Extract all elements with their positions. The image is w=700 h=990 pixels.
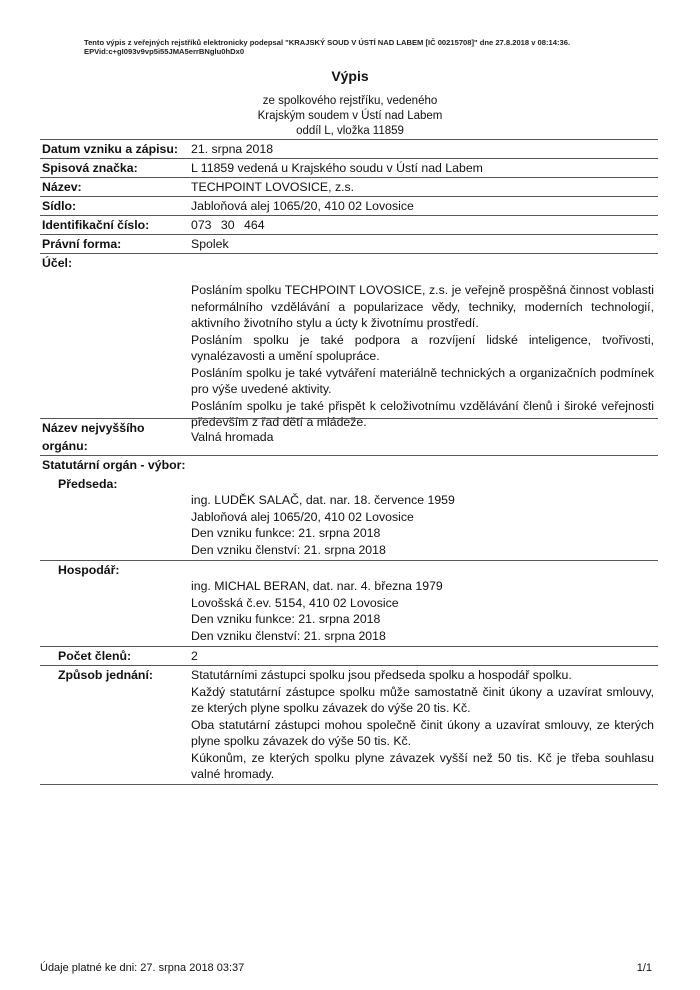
field-value: TECHPOINT LOVOSICE, z.s. — [191, 180, 355, 194]
row-pravni-forma — [40, 234, 658, 253]
row-nazev — [40, 177, 658, 196]
detail-line: Den vzniku funkce: 21. srpna 2018 — [191, 526, 381, 540]
row-predseda — [40, 475, 658, 560]
signature-line-1: Tento výpis z veřejných rejstříků elektronicky podepsal "KRAJSKÝ SOUD V ÚSTÍ NAD LABEM [IČ 00215708]" dne 27.8.2018 v 08:14:36. — [84, 38, 571, 47]
detail-line: Den vzniku členství: 21. srpna 2018 — [191, 628, 386, 643]
field-label: Účel: — [42, 256, 73, 270]
field-label: Spisová značka: — [42, 161, 138, 175]
field-label: Datum vzniku a zápisu: — [42, 142, 178, 156]
field-value: 21. srpna 2018 — [191, 142, 274, 156]
document-title: Výpis — [331, 68, 369, 84]
field-label: Právní forma: — [42, 237, 122, 251]
label-line: orgánu: — [42, 439, 88, 453]
row-sidlo — [40, 196, 658, 215]
detail-line: Jabloňová alej 1065/20, 410 02 Lovosice — [191, 509, 414, 524]
row-spisova-znacka — [40, 158, 658, 177]
signature-epvid: EPVid:c+gI093v9vp5i55JMA5errBNglu0hDx0 — [84, 47, 245, 56]
document-subtitle — [0, 94, 700, 139]
page-number: 1/1 — [636, 962, 652, 974]
field-value: Valná hromada — [191, 430, 274, 444]
electronic-signature-note — [84, 38, 644, 56]
predseda-details — [191, 492, 654, 558]
field-value: Spolek — [191, 237, 229, 251]
zpusob-text — [191, 667, 654, 783]
row-nejvyssi-organ — [40, 418, 658, 455]
subtitle-line-3: oddíl L, vložka 11859 — [296, 125, 404, 137]
field-label — [42, 419, 145, 455]
field-value: 2 — [191, 649, 198, 663]
field-label: Způsob jednání: — [58, 668, 153, 682]
label-line: Název nejvyššího — [42, 421, 145, 435]
detail-line: Lovošská č.ev. 5154, 410 02 Lovosice — [191, 595, 399, 610]
row-datum-vzniku — [40, 139, 658, 158]
field-label: Sídlo: — [42, 199, 77, 213]
section-label: Statutární orgán - výbor: — [42, 458, 186, 472]
field-label: Počet členů: — [58, 649, 132, 663]
ucel-paragraph: Posláním spolku je také přispět k celoživotnímu vzdělávání členů i široké veřejnosti především z řad dětí a mládeže. — [191, 398, 654, 429]
row-hospodar — [40, 560, 658, 646]
zpusob-paragraph: Statutárními zástupci spolku jsou předseda spolku a hospodář spolku. — [191, 668, 572, 682]
zpusob-paragraph: Každý statutární zástupce spolku může samostatně činit úkony a uzavírat smlouvy, ze kterých plyne spolku závazek do výše 20 tis. Kč. — [191, 684, 654, 715]
validity-date: Údaje platné ke dni: 27. srpna 2018 03:37 — [40, 962, 245, 974]
detail-line: Den vzniku členství: 21. srpna 2018 — [191, 542, 386, 557]
hospodar-details — [191, 578, 654, 644]
row-identifikacni-cislo — [40, 215, 658, 234]
detail-line: Den vzniku funkce: 21. srpna 2018 — [191, 612, 381, 626]
detail-line: ing. LUDĚK SALAČ, dat. nar. 18. července 1959 — [191, 493, 455, 507]
row-statutarni-organ — [40, 455, 658, 475]
register-table — [40, 139, 658, 785]
subtitle-line-2: Krajským soudem v Ústí nad Labem — [257, 110, 443, 122]
field-label: Identifikační číslo: — [42, 218, 150, 232]
row-zpusob-jednani — [40, 665, 658, 785]
ucel-paragraph: Posláním spolku TECHPOINT LOVOSICE, z.s. je veřejně prospěšná činnost voblasti neformálního vzdělávání a popularizace vědy, techniky, moderních technologií, aktivního životního stylu a úcty k životnímu prostředí. — [191, 283, 654, 330]
field-value: 073 30 464 — [191, 218, 265, 232]
ucel-paragraph: Posláním spolku je také podpora a rozvíjení lidské inteligence, tvořivosti, vynalézavosti a umění spolupráce. — [191, 332, 654, 363]
field-label: Název: — [42, 180, 82, 194]
ucel-text — [191, 282, 654, 431]
zpusob-paragraph: Oba statutární zástupci mohou společně činit úkony a uzavírat smlouvy, ze kterých plyne spolku závazek do výše 50 tis. Kč. — [191, 717, 654, 748]
field-label: Předseda: — [58, 477, 118, 491]
subtitle-line-1: ze spolkového rejstříku, vedeného — [262, 95, 438, 107]
ucel-paragraph: Posláním spolku je také vytváření materiálně technických a organizačních podmínek pro výše uvedené aktivity. — [191, 365, 654, 396]
field-label: Hospodář: — [58, 563, 120, 577]
field-value: L 11859 vedená u Krajského soudu v Ústí nad Labem — [191, 161, 483, 175]
zpusob-paragraph: Kúkonům, ze kterých spolku plyne závazek vyšší než 50 tis. Kč je třeba souhlasu valné hromady. — [191, 750, 654, 781]
detail-line: ing. MICHAL BERAN, dat. nar. 4. března 1979 — [191, 579, 443, 593]
field-value: Jabloňová alej 1065/20, 410 02 Lovosice — [191, 199, 414, 213]
row-pocet-clenu — [40, 646, 658, 665]
